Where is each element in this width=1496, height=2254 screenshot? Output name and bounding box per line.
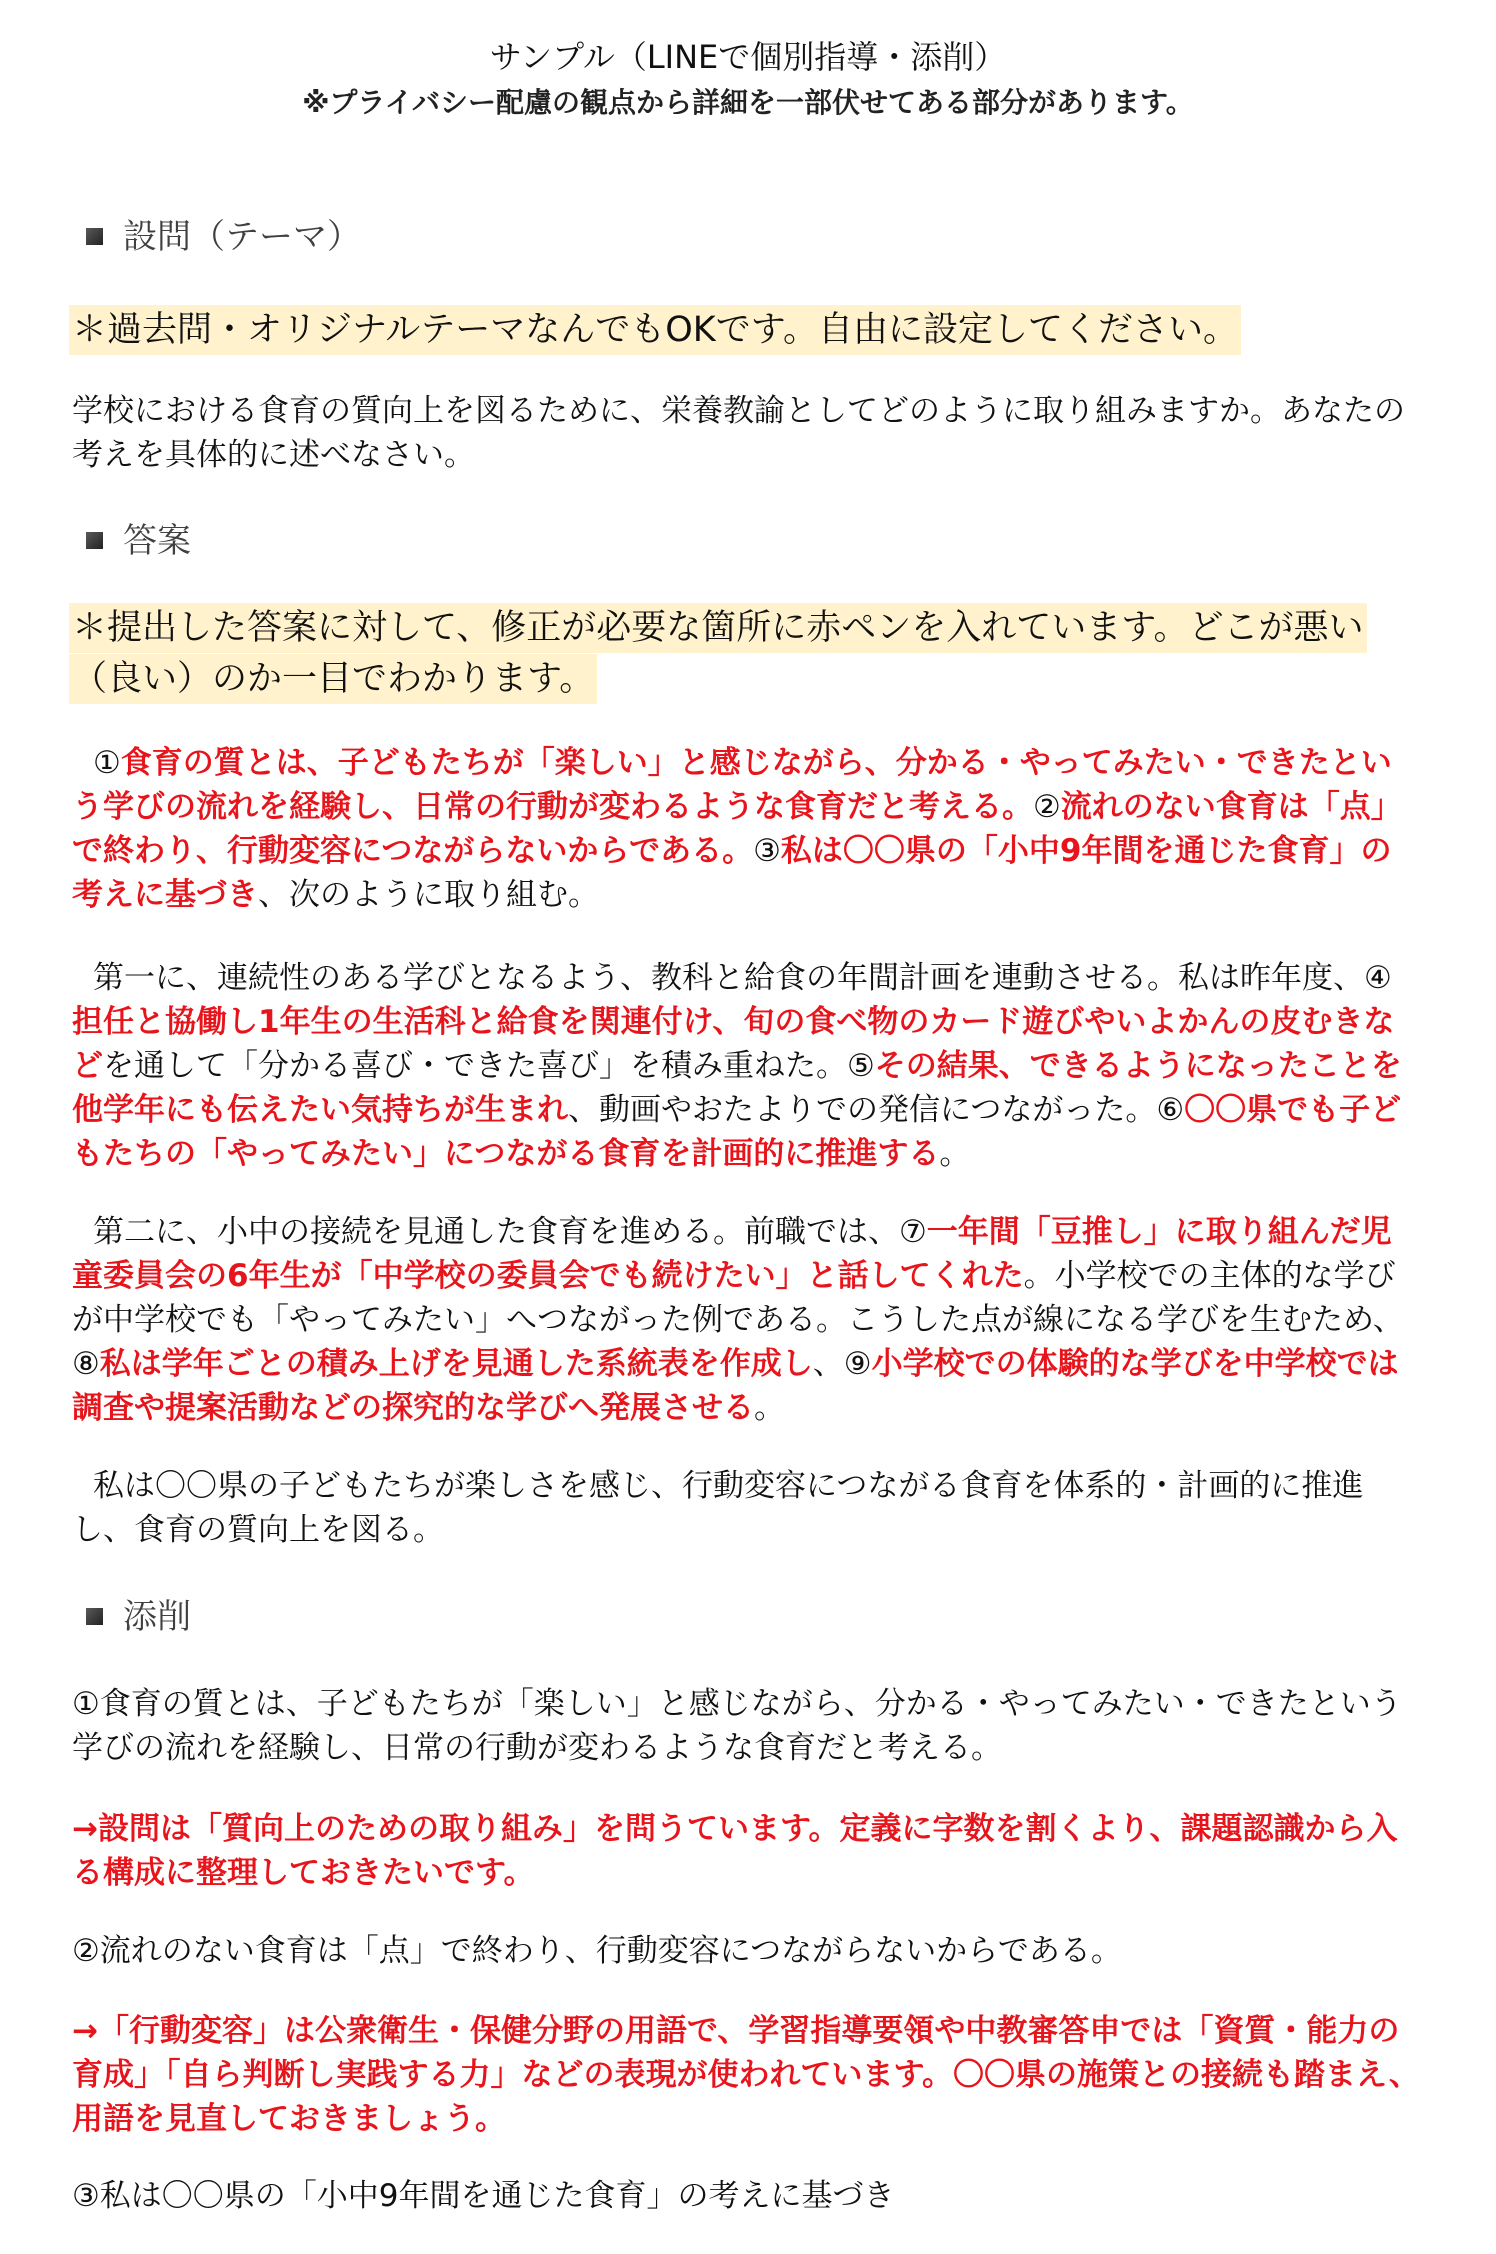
question-text: 学校における食育の質向上を図るために、栄養教諭としてどのように取り組みますか。あなたの考えを具体的に述べなさい。: [72, 393, 1405, 473]
red-pen-marked-text: その結果、できるようになったことを他学年にも伝えたい気持ちが生まれ: [72, 1048, 1402, 1128]
red-pen-marked-text: 一年間「豆推し」に取り組んだ児童委員会の6年生が「中学校の委員会でも続けたい」と話してくれた: [72, 1214, 1392, 1294]
square-bullet-icon: [86, 228, 103, 245]
correction-comment: →設問は「質向上のための取り組み」を問うています。定義に字数を割くより、課題認識から入る構成に整理しておきたいです。: [72, 1811, 1398, 1891]
answer-text: を通して「分かる喜び・できた喜び」を積み重ねた。⑤: [103, 1048, 875, 1084]
correction-quote: ③私は〇〇県の「小中9年間を通じた食育」の考えに基づき: [72, 2178, 895, 2214]
section-heading-label: 設問（テーマ）: [123, 217, 361, 257]
answer-text: ③: [753, 833, 781, 869]
answer-note: [72, 603, 1422, 705]
answer-text: ②: [1033, 789, 1061, 825]
page-title: サンプル（LINEで個別指導・添削）: [489, 38, 1007, 76]
answer-paragraph: [72, 741, 1422, 917]
answer-text: 第一に、連続性のある学びとなるよう、教科と給食の年間計画を連動させる。私は昨年度、④: [93, 960, 1392, 996]
section-heading-correction: [72, 1593, 1422, 1641]
answer-text: 、⑨: [812, 1346, 872, 1382]
correction-quote: ①食育の質とは、子どもたちが「楽しい」と感じながら、分かる・やってみたい・できたという学びの流れを経験し、日常の行動が変わるような食育だと考える。: [72, 1686, 1402, 1766]
red-pen-marked-text: 私は学年ごとの積み上げを見通した系統表を作成し: [99, 1346, 813, 1382]
red-pen-marked-text: 食育の質とは、子どもたちが「楽しい」と感じながら、分かる・やってみたい・できたという学びの流れを経験し、日常の行動が変わるような食育だと考える。: [72, 745, 1392, 825]
square-bullet-icon: [86, 1608, 103, 1625]
answer-text: 、次のように取り組む。: [258, 877, 599, 913]
red-pen-marked-text: 担任と協働し1年生の生活科と給食を関連付け、旬の食べ物のカード遊びやいよかんの皮むきなど: [72, 1004, 1395, 1084]
section-heading-label: 添削: [123, 1597, 191, 1637]
red-pen-marked-text: 小学校での体験的な学びを中学校では調査や提案活動などの探究的な学びへ発展させる: [72, 1346, 1399, 1426]
red-pen-marked-text: 〇〇県でも子どもたちの「やってみたい」につながる食育を計画的に推進する: [72, 1092, 1402, 1172]
highlighted-note: ＊過去問・オリジナルテーマなんでもOKです。自由に設定してください。: [69, 305, 1241, 355]
answer-text: 私は〇〇県の子どもたちが楽しさを感じ、行動変容につながる食育を体系的・計画的に推進し、食育の質向上を図る。: [72, 1468, 1364, 1548]
highlighted-note: ＊提出した答案に対して、修正が必要な箇所に赤ペンを入れています。どこが悪い（良い）のか一目でわかります。: [69, 603, 1367, 704]
red-pen-marked-text: 流れのない食育は「点」で終わり、行動変容につながらないからである。: [72, 789, 1402, 869]
answer-paragraph: [72, 956, 1422, 1176]
answer-paragraph: [72, 1210, 1422, 1430]
question-note: [72, 305, 1422, 356]
document-body: [72, 213, 1422, 2218]
answer-text: 第二に、小中の接続を見通した食育を進める。前職では、⑦: [93, 1214, 927, 1250]
answer-text: 。小学校での主体的な学びが中学校でも「やってみたい」へつながった例である。こうした点が線になる学びを生むため、⑧: [72, 1258, 1404, 1382]
section-heading-label: 答案: [123, 521, 191, 561]
correction-quote: ②流れのない食育は「点」で終わり、行動変容につながらないからである。: [72, 1933, 1122, 1969]
answer-paragraph: [72, 1464, 1422, 1552]
answer-text: 。: [754, 1390, 785, 1426]
square-bullet-icon: [86, 532, 103, 549]
answer-text: ①: [93, 745, 121, 781]
section-heading-question: [72, 213, 1422, 261]
answer-text: 、動画やおたよりでの発信につながった。⑥: [568, 1092, 1185, 1128]
section-heading-answer: [72, 517, 1422, 565]
document-header: [0, 35, 1496, 123]
privacy-notice: ※プライバシー配慮の観点から詳細を一部伏せてある部分があります。: [302, 86, 1194, 119]
red-pen-marked-text: 私は〇〇県の「小中9年間を通じた食育」の考えに基づき: [72, 833, 1392, 913]
correction-comment: →「行動変容」は公衆衛生・保健分野の用語で、学習指導要領や中教審答申では「資質・能力の育成」「自ら判断し実践する力」などの表現が使われています。〇〇県の施策との接続も踏まえ、用語を見直しておきましょう。: [72, 2013, 1420, 2137]
answer-text: 。: [939, 1136, 971, 1172]
